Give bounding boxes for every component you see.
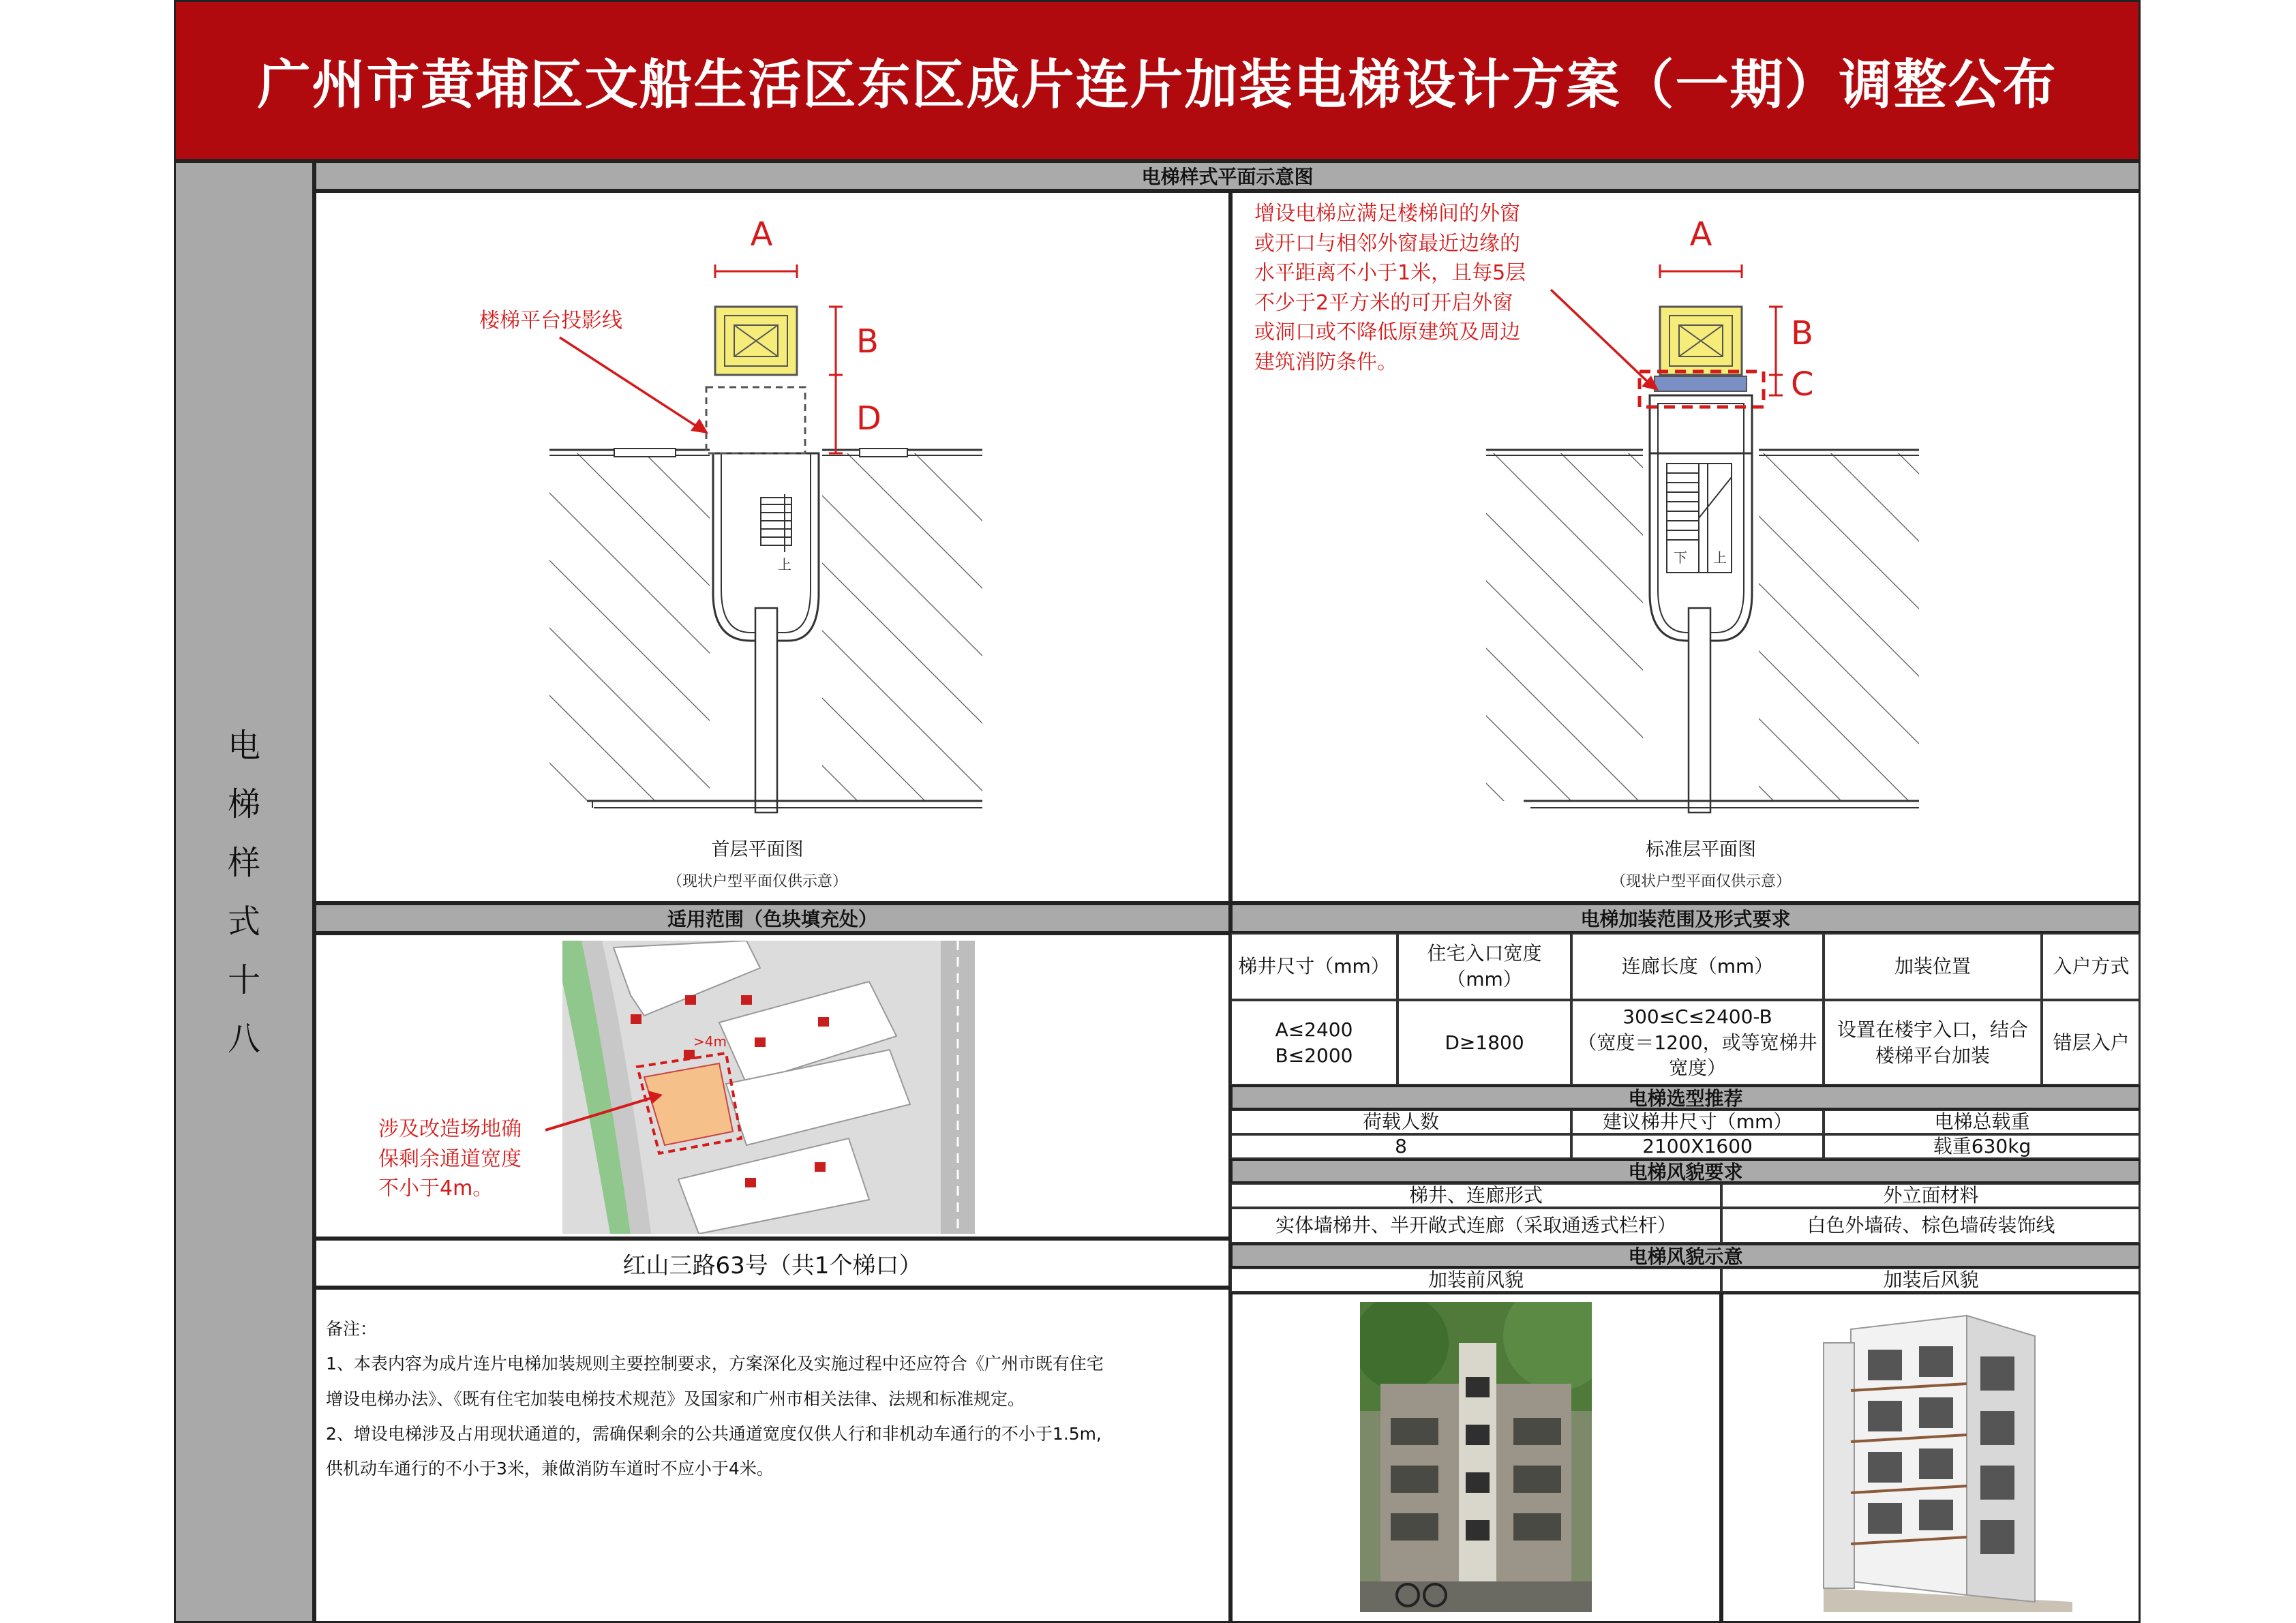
facade-header: 电梯风貌要求	[1230, 1159, 2141, 1183]
notes-line: 1、本表内容为成片连片电梯加装规则主要控制要求，方案深化及实施过程中还应符合《广州市既有住宅	[326, 1354, 1104, 1374]
page-title: 广州市黄埔区文船生活区东区成片连片加装电梯设计方案（一期）调整公布	[174, 0, 2141, 161]
req-col-entrance: 住宅入口宽度（mm）	[1398, 933, 1571, 1000]
req-col-corridor: 连廊长度（mm）	[1571, 933, 1824, 1000]
selection-header: 电梯选型推荐	[1230, 1085, 2141, 1110]
side-char: 梯	[227, 785, 260, 823]
sel-load-value: 8	[1230, 1134, 1571, 1159]
side-char: 电	[227, 726, 260, 765]
dimension-b-label: B	[856, 322, 879, 361]
address-label: 红山三路63号（共1个梯口）	[314, 1239, 1230, 1288]
notes-heading: 备注：	[326, 1319, 378, 1339]
req-value-line: 300≤C≤2400-B	[1622, 1005, 1772, 1028]
side-char: 十	[227, 960, 260, 999]
side-label-column	[174, 161, 314, 1623]
ground-floor-subcaption: （现状户型平面仅供示意）	[667, 873, 848, 890]
req-value-line: 楼梯平台加装	[1875, 1044, 1990, 1067]
side-char: 式	[227, 902, 260, 941]
annotation-line: 建筑消防条件。	[1254, 350, 1398, 374]
req-entrance-value: D≥1800	[1398, 1000, 1571, 1085]
stair-up-label: 上	[1713, 549, 1727, 566]
sel-col-shaft: 建议梯井尺寸（mm）	[1571, 1110, 1824, 1134]
map-note-line: 涉及改造场地确	[378, 1117, 522, 1141]
req-col-shaft: 梯井尺寸（mm）	[1230, 933, 1398, 1000]
stair-down-label: 下	[1674, 549, 1687, 566]
side-label	[228, 716, 260, 1068]
facade-col-form: 梯井、连廊形式	[1230, 1183, 1721, 1208]
annotation-line: 不少于2平方米的可开启外窗	[1254, 290, 1513, 315]
req-location-value	[1824, 1000, 2042, 1085]
standard-floor-caption: 标准层平面图	[1646, 839, 1756, 860]
req-value-line: A≤2400	[1275, 1018, 1353, 1041]
dimension-a-label: A	[1689, 215, 1712, 254]
sel-col-load: 荷载人数	[1230, 1110, 1571, 1134]
after-render	[1810, 1302, 2072, 1612]
standard-floor-subcaption: （现状户型平面仅供示意）	[1610, 873, 1792, 890]
ground-floor-caption: 首层平面图	[711, 839, 804, 860]
side-char: 八	[227, 1019, 260, 1058]
req-col-location: 加装位置	[1824, 933, 2042, 1000]
requirements-header: 电梯加装范围及形式要求	[1230, 903, 2141, 933]
side-char: 样	[227, 843, 260, 882]
appearance-header: 电梯风貌示意	[1230, 1243, 2141, 1268]
dimension-d-label: D	[856, 399, 881, 438]
facade-col-material: 外立面材料	[1721, 1183, 2141, 1208]
notes-panel	[314, 1288, 1230, 1623]
sel-weight-value: 载重630kg	[1824, 1134, 2141, 1159]
facade-material-value: 白色外墙砖、棕色墙砖装饰线	[1721, 1208, 2141, 1243]
before-photo	[1360, 1302, 1592, 1612]
annotation-line: 或开口与相邻外窗最近边缘的	[1254, 231, 1520, 256]
annotation-line: 或洞口或不降低原建筑及周边	[1254, 320, 1520, 344]
sel-col-weight: 电梯总载重	[1824, 1110, 2141, 1134]
req-value-line: 设置在楼宇入口，结合	[1837, 1018, 2028, 1041]
req-col-entry: 入户方式	[2042, 933, 2141, 1000]
req-corridor-value	[1571, 1000, 1824, 1085]
plan-section-header: 电梯样式平面示意图	[314, 161, 2141, 191]
annotation-line: 水平距离不小于1米，且每5层	[1254, 261, 1526, 285]
window-requirement-annotation	[1254, 199, 1554, 377]
req-entry-value: 错层入户	[2042, 1000, 2141, 1085]
stair-up-label: 上	[778, 556, 791, 573]
req-shaft-value	[1230, 1000, 1398, 1085]
notes-line: 供机动车通行的不小于3米，兼做消防车道时不应小于4米。	[326, 1459, 774, 1478]
req-value-line: 宽度）	[1668, 1057, 1726, 1080]
req-value-line: B≤2000	[1275, 1044, 1353, 1067]
notes-line: 2、增设电梯涉及占用现状通道的，需确保剩余的公共通道宽度仅供人行和非机动车通行的不小于1.5m,	[326, 1423, 1102, 1444]
ground-floor-plan-drawing	[314, 191, 1230, 903]
req-value-line: （宽度＝1200，或等宽梯井	[1577, 1031, 1817, 1054]
map-dimension-label: >4m	[693, 1033, 727, 1050]
map-note-arrow	[539, 1084, 675, 1138]
dimension-a-label: A	[750, 215, 773, 254]
facade-form-value: 实体墙梯井、半开敞式连廊（采取通透式栏杆）	[1230, 1208, 1721, 1243]
dimension-b-label: B	[1791, 314, 1813, 352]
map-note-line: 不小于4m。	[378, 1177, 494, 1200]
after-label: 加装后风貌	[1721, 1268, 2141, 1292]
platform-projection-annotation: 楼梯平台投影线	[479, 309, 622, 333]
scope-section-header: 适用范围（色块填充处）	[314, 903, 1230, 933]
dimension-c-label: C	[1791, 365, 1814, 404]
before-label: 加装前风貌	[1230, 1268, 1721, 1292]
sel-shaft-value: 2100X1600	[1571, 1134, 1824, 1159]
notes-line: 增设电梯办法》、《既有住宅加装电梯技术规范》及国家和广州市相关法律、法规和标准规定。	[326, 1389, 1025, 1409]
map-note-line: 保剩余通道宽度	[378, 1147, 522, 1171]
annotation-line: 增设电梯应满足楼梯间的外窗	[1254, 202, 1520, 226]
